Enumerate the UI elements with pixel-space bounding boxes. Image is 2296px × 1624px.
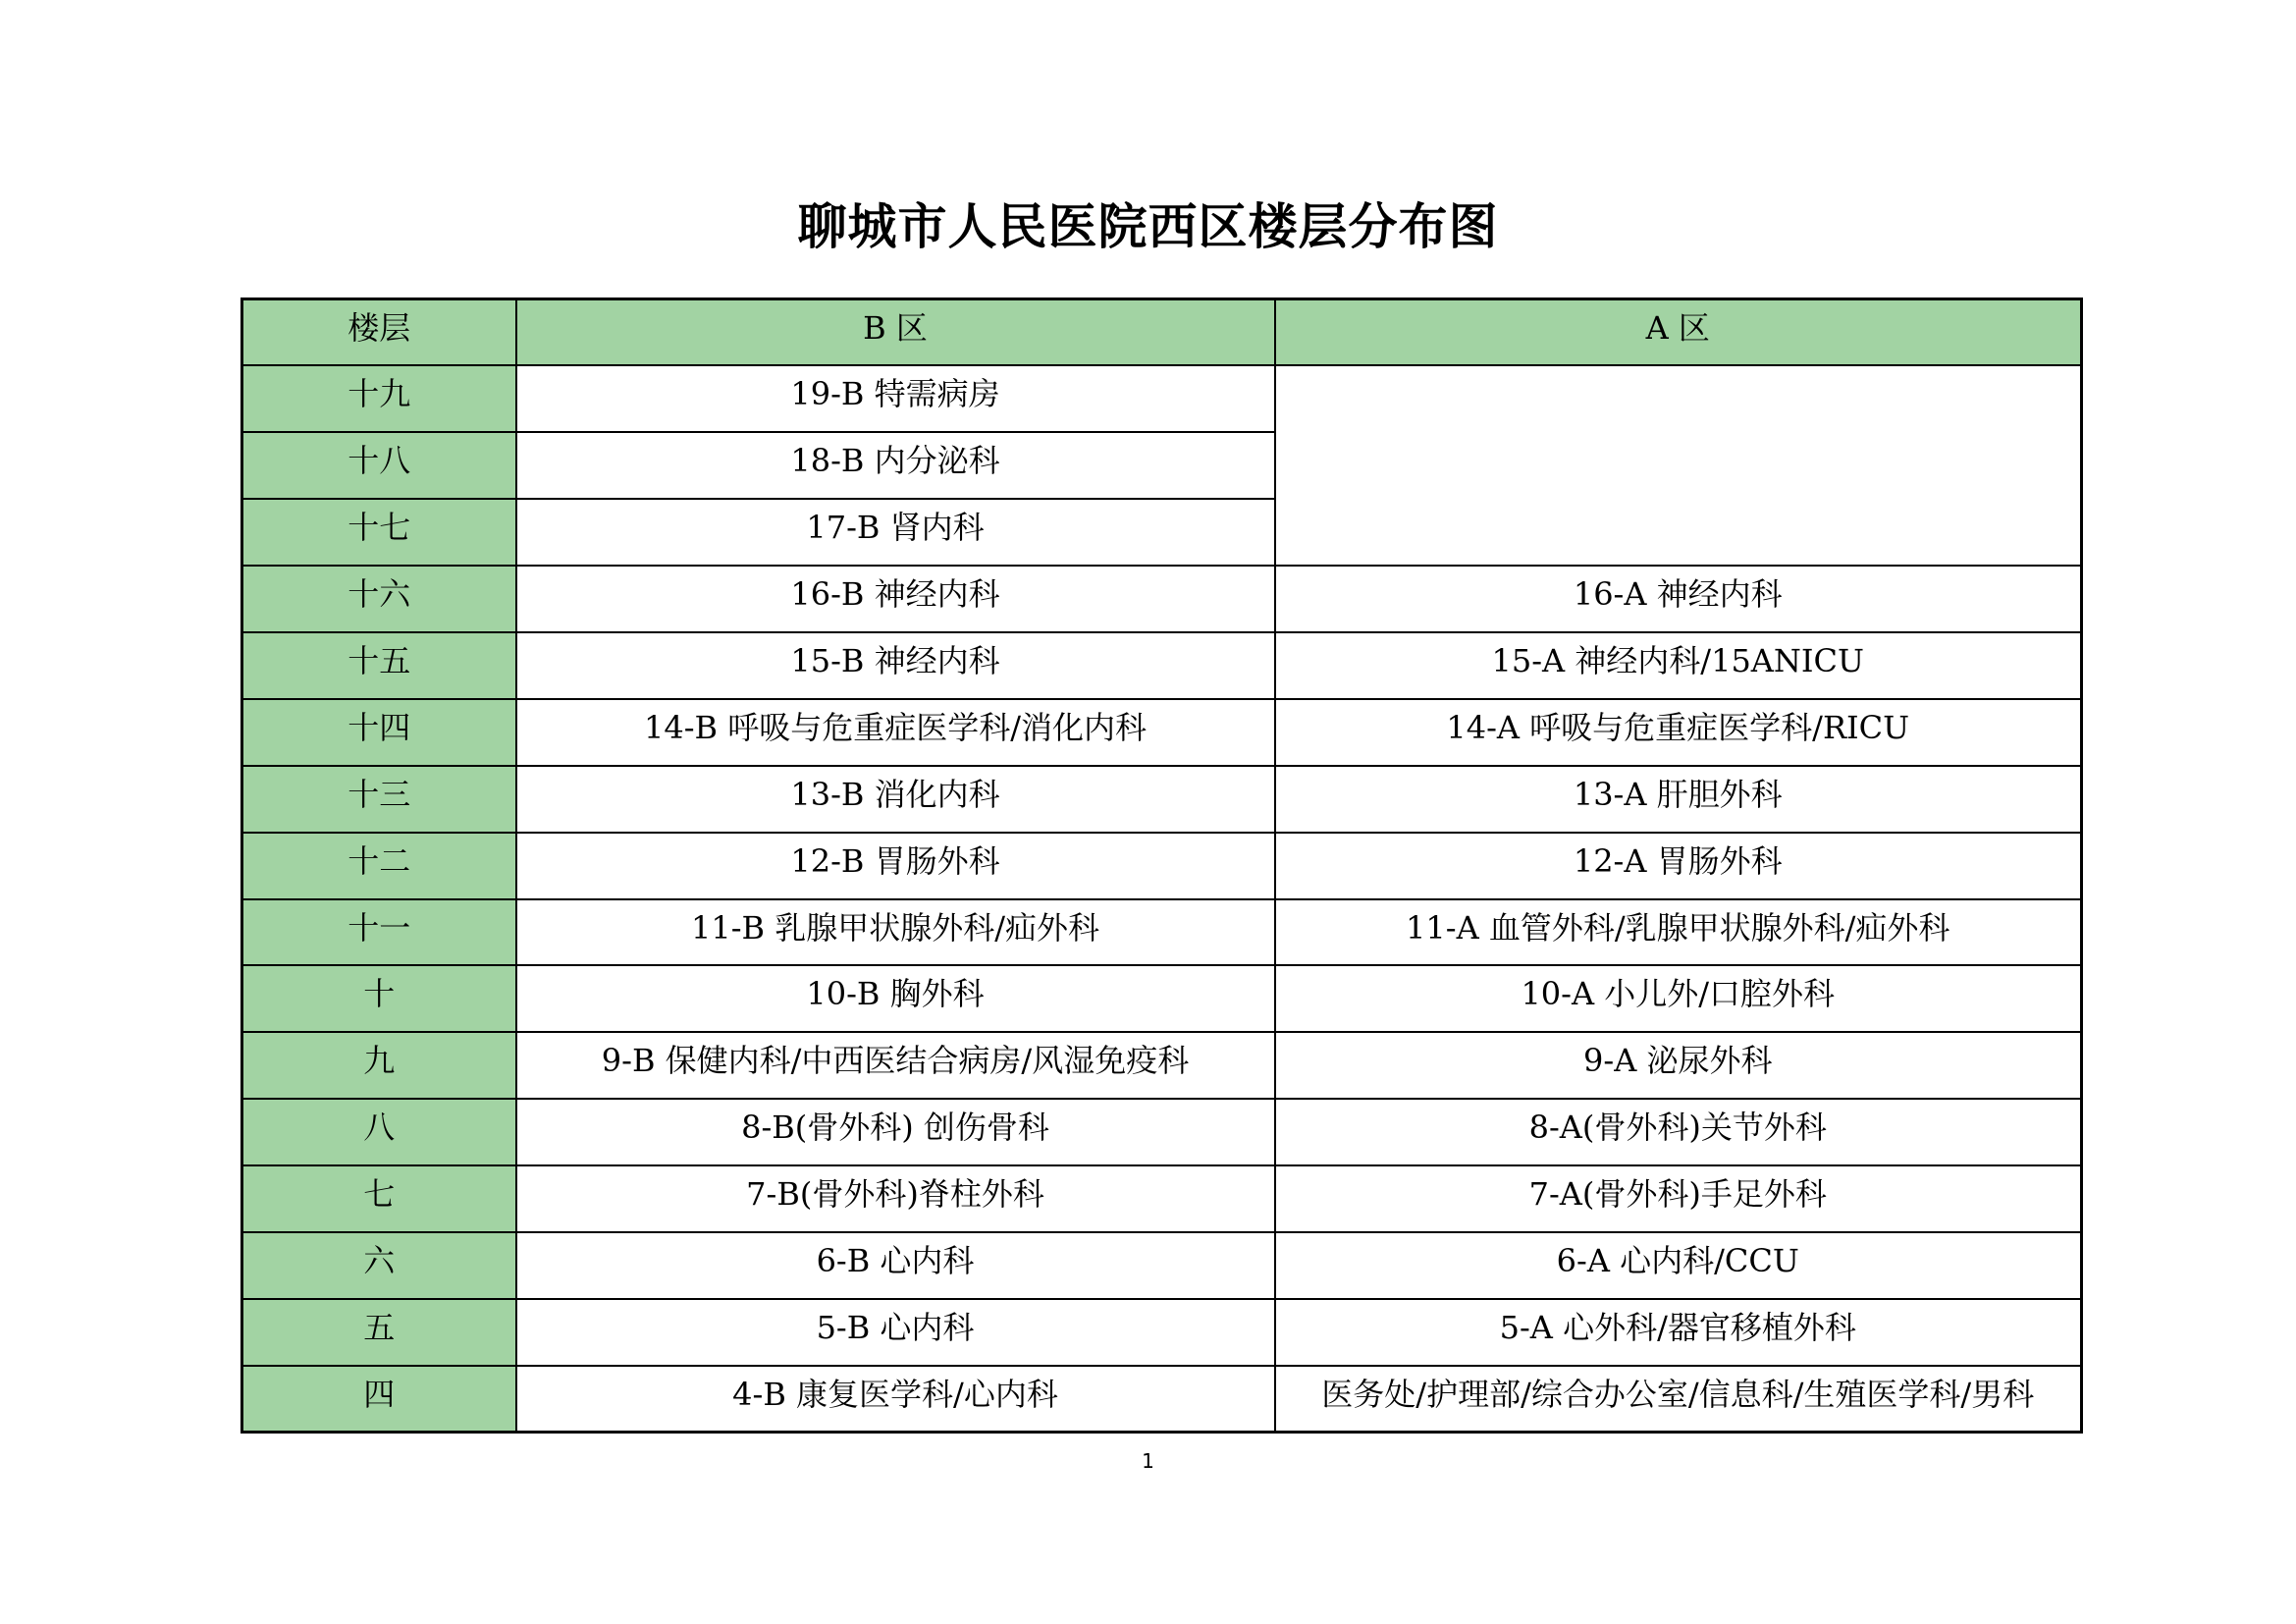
page-number: 1 — [1142, 1449, 1154, 1473]
zone-b-cell: 4-B 康复医学科/心内科 — [516, 1366, 1275, 1433]
header-floor: 楼层 — [242, 299, 516, 366]
page-title: 聊城市人民医院西区楼层分布图 — [797, 198, 1499, 255]
floor-cell: 十三 — [242, 766, 516, 833]
table-row — [242, 1299, 2082, 1366]
zone-a-cell: 6-A 心内科/CCU — [1275, 1232, 2082, 1299]
zone-b-cell: 11-B 乳腺甲状腺外科/疝外科 — [516, 899, 1275, 966]
floor-cell: 七 — [242, 1165, 516, 1232]
table-row — [242, 965, 2082, 1032]
zone-a-cell: 8-A(骨外科)关节外科 — [1275, 1099, 2082, 1165]
table-row — [242, 1032, 2082, 1099]
floor-cell: 九 — [242, 1032, 516, 1099]
floor-cell: 五 — [242, 1299, 516, 1366]
table-row — [242, 566, 2082, 632]
zone-a-cell: 7-A(骨外科)手足外科 — [1275, 1165, 2082, 1232]
zone-a-cell: 11-A 血管外科/乳腺甲状腺外科/疝外科 — [1275, 899, 2082, 966]
table-row — [242, 833, 2082, 899]
zone-b-cell: 10-B 胸外科 — [516, 965, 1275, 1032]
table-row — [242, 1099, 2082, 1165]
floor-cell: 十四 — [242, 699, 516, 766]
table-row — [242, 365, 2082, 432]
zone-a-cell: 9-A 泌尿外科 — [1275, 1032, 2082, 1099]
floor-cell: 十二 — [242, 833, 516, 899]
zone-a-cell: 16-A 神经内科 — [1275, 566, 2082, 632]
zone-b-cell: 5-B 心内科 — [516, 1299, 1275, 1366]
floor-cell: 十一 — [242, 899, 516, 966]
table-row — [242, 899, 2082, 966]
zone-b-cell: 13-B 消化内科 — [516, 766, 1275, 833]
table-row — [242, 1232, 2082, 1299]
floor-cell: 十七 — [242, 499, 516, 566]
zone-b-cell: 6-B 心内科 — [516, 1232, 1275, 1299]
table-row — [242, 1366, 2082, 1433]
zone-a-cell: 12-A 胃肠外科 — [1275, 833, 2082, 899]
floor-cell: 六 — [242, 1232, 516, 1299]
table-row — [242, 766, 2082, 833]
zone-a-cell: 5-A 心外科/器官移植外科 — [1275, 1299, 2082, 1366]
zone-b-cell: 14-B 呼吸与危重症医学科/消化内科 — [516, 699, 1275, 766]
zone-b-cell: 8-B(骨外科) 创伤骨科 — [516, 1099, 1275, 1165]
table-header-row — [242, 299, 2082, 366]
zone-b-cell: 18-B 内分泌科 — [516, 432, 1275, 499]
header-zone-b: B 区 — [516, 299, 1275, 366]
zone-b-cell: 7-B(骨外科)脊柱外科 — [516, 1165, 1275, 1232]
zone-b-cell: 17-B 肾内科 — [516, 499, 1275, 566]
floor-cell: 四 — [242, 1366, 516, 1433]
zone-a-cell: 10-A 小儿外/口腔外科 — [1275, 965, 2082, 1032]
zone-a-cell: 医务处/护理部/综合办公室/信息科/生殖医学科/男科 — [1275, 1366, 2082, 1433]
zone-b-cell: 9-B 保健内科/中西医结合病房/风湿免疫科 — [516, 1032, 1275, 1099]
zone-b-cell: 12-B 胃肠外科 — [516, 833, 1275, 899]
zone-a-cell-empty — [1275, 365, 2082, 566]
zone-b-cell: 16-B 神经内科 — [516, 566, 1275, 632]
floor-cell: 十五 — [242, 632, 516, 699]
floor-cell: 八 — [242, 1099, 516, 1165]
table-row — [242, 632, 2082, 699]
floor-cell: 十六 — [242, 566, 516, 632]
zone-a-cell: 13-A 肝胆外科 — [1275, 766, 2082, 833]
zone-b-cell: 15-B 神经内科 — [516, 632, 1275, 699]
zone-a-cell: 15-A 神经内科/15ANICU — [1275, 632, 2082, 699]
zone-a-cell: 14-A 呼吸与危重症医学科/RICU — [1275, 699, 2082, 766]
table-row — [242, 1165, 2082, 1232]
zone-b-cell: 19-B 特需病房 — [516, 365, 1275, 432]
floor-cell: 十八 — [242, 432, 516, 499]
floor-cell: 十九 — [242, 365, 516, 432]
header-zone-a: A 区 — [1275, 299, 2082, 366]
floor-distribution-table — [240, 298, 2083, 1434]
table-row — [242, 699, 2082, 766]
floor-cell: 十 — [242, 965, 516, 1032]
